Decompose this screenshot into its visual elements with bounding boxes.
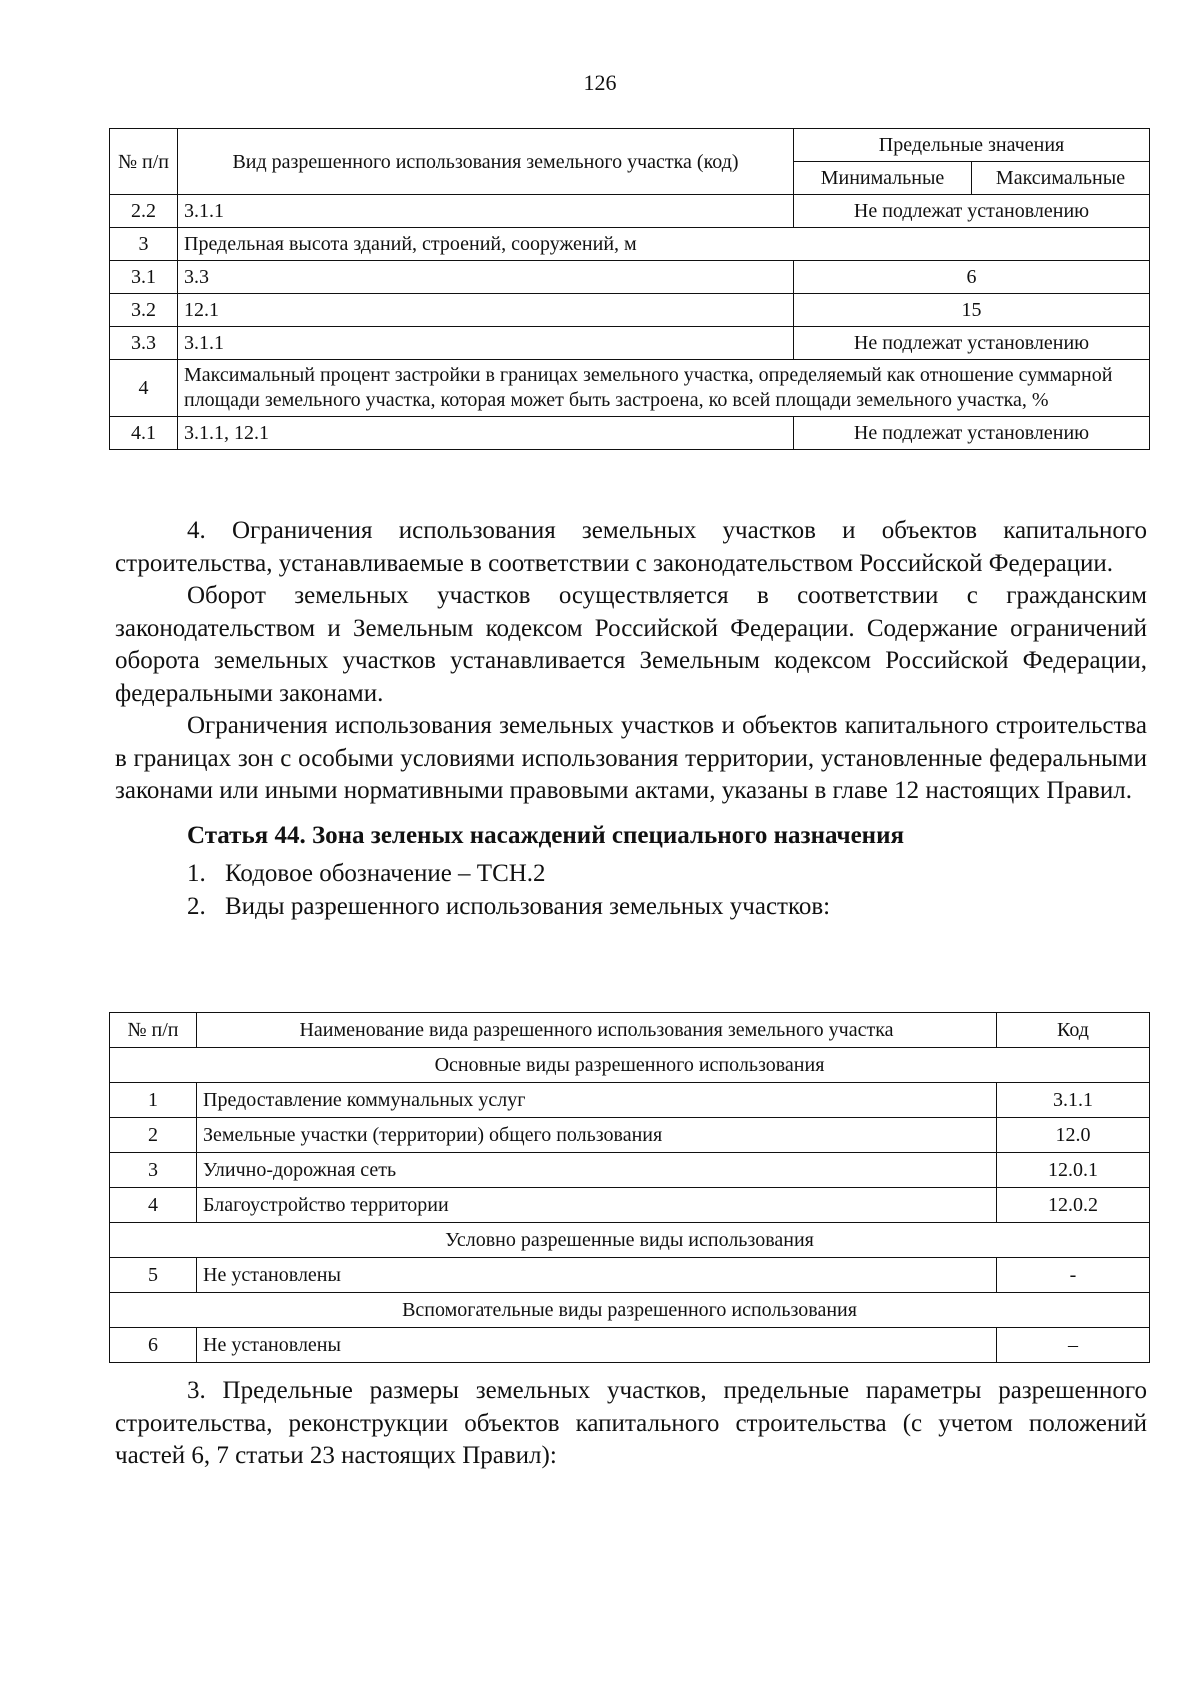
table-section-row <box>110 1223 1150 1258</box>
row-num: 5 <box>110 1258 197 1293</box>
row-name: Благоустройство территории <box>197 1188 997 1223</box>
row-value: 6 <box>794 261 1150 294</box>
row-num: 2 <box>110 1118 197 1153</box>
row-code: - <box>997 1258 1150 1293</box>
row-code: 12.0.2 <box>997 1188 1150 1223</box>
header-num: № п/п <box>110 1013 197 1048</box>
table-row <box>110 1083 1150 1118</box>
row-name: Улично-дорожная сеть <box>197 1153 997 1188</box>
table-header-row <box>110 129 1150 162</box>
paragraph-zones: Ограничения использования земельных участков и объектов капитального строительства в границах зон с особыми условиями использования территории, установленные федеральными законами или иными нормативными правовыми актами, указаны в главе 12 настоящих Правил. <box>115 712 1147 804</box>
row-num: 3.2 <box>110 294 178 327</box>
table-row <box>110 1328 1150 1363</box>
header-max: Максимальные <box>972 162 1150 195</box>
row-name: Предоставление коммунальных услуг <box>197 1083 997 1118</box>
paragraph-limits: 3. Предельные размеры земельных участков, предельные параметры разрешенного строительства, реконструкции объектов капитального строительства (с учетом положений частей 6, 7 статьи 23 настоящих Правил): <box>115 1377 1147 1469</box>
table-row <box>110 1153 1150 1188</box>
row-name: Не установлены <box>197 1258 997 1293</box>
section-main: Основные виды разрешенного использования <box>110 1048 1150 1083</box>
row-num: 3.3 <box>110 327 178 360</box>
row-code: 3.1.1, 12.1 <box>178 417 794 450</box>
header-code: Код <box>997 1013 1150 1048</box>
list-item-text: Виды разрешенного использования земельных участков: <box>225 892 831 920</box>
table-row <box>110 195 1150 228</box>
row-num: 3 <box>110 228 178 261</box>
list-item-text: Кодовое обозначение – ТСН.2 <box>225 860 546 887</box>
list-item-types <box>115 891 1147 924</box>
row-value: Не подлежат установлению <box>794 327 1150 360</box>
row-num: 2.2 <box>110 195 178 228</box>
paragraph-turnover: Оборот земельных участков осуществляется в соответствии с гражданским законодательством и Земельным кодексом Российской Федерации. Содержание ограничений оборота земельных участков устанавливается Земельным кодексом Российской Федерации, федеральными законами. <box>115 582 1147 707</box>
row-code: – <box>997 1328 1150 1363</box>
table-row <box>110 1188 1150 1223</box>
permitted-use-table <box>109 1012 1150 1363</box>
row-num: 3.1 <box>110 261 178 294</box>
limit-parameters-table <box>109 128 1150 450</box>
list-item-number: 2. <box>187 892 206 920</box>
row-code: 3.3 <box>178 261 794 294</box>
row-code: 3.1.1 <box>178 327 794 360</box>
header-limit-values: Предельные значения <box>794 129 1150 162</box>
table-section-row <box>110 1048 1150 1083</box>
row-section-title: Предельная высота зданий, строений, сооружений, м <box>178 228 1150 261</box>
table-row <box>110 1258 1150 1293</box>
row-num: 4 <box>110 360 178 417</box>
section-conditional: Условно разрешенные виды использования <box>110 1223 1150 1258</box>
article-heading: Статья 44. Зона зеленых насаждений специального назначения <box>187 821 905 849</box>
row-num: 4 <box>110 1188 197 1223</box>
row-num: 1 <box>110 1083 197 1118</box>
list-item-number: 1. <box>187 860 206 887</box>
table-row <box>110 327 1150 360</box>
body-text-upper <box>115 515 1147 923</box>
table-section-row <box>110 228 1150 261</box>
table-row <box>110 417 1150 450</box>
section-auxiliary: Вспомогательные виды разрешенного использования <box>110 1293 1150 1328</box>
list-item-code <box>115 858 1147 891</box>
row-name: Не установлены <box>197 1328 997 1363</box>
row-num: 3 <box>110 1153 197 1188</box>
row-name: Земельные участки (территории) общего пользования <box>197 1118 997 1153</box>
page-number: 126 <box>583 70 617 95</box>
row-value: Не подлежат установлению <box>794 417 1150 450</box>
table-section-row <box>110 360 1150 417</box>
row-code: 12.0 <box>997 1118 1150 1153</box>
table-section-row <box>110 1293 1150 1328</box>
row-value: Не подлежат установлению <box>794 195 1150 228</box>
row-num: 4.1 <box>110 417 178 450</box>
header-min: Минимальные <box>794 162 972 195</box>
row-value: 15 <box>794 294 1150 327</box>
body-text-lower <box>115 1375 1147 1473</box>
table-header-row <box>110 1013 1150 1048</box>
row-code: 12.0.1 <box>997 1153 1150 1188</box>
row-code: 3.1.1 <box>178 195 794 228</box>
header-name: Наименование вида разрешенного использования земельного участка <box>197 1013 997 1048</box>
table-row <box>110 1118 1150 1153</box>
header-num: № п/п <box>110 129 178 195</box>
row-code: 12.1 <box>178 294 794 327</box>
row-code: 3.1.1 <box>997 1083 1150 1118</box>
paragraph-restrictions: 4. Ограничения использования земельных участков и объектов капитального строительства, устанавливаемые в соответствии с законодательством Российской Федерации. <box>115 517 1147 577</box>
table-row <box>110 261 1150 294</box>
header-type: Вид разрешенного использования земельного участка (код) <box>178 129 794 195</box>
row-section-title: Максимальный процент застройки в границах земельного участка, определяемый как отношение суммарной площади земельного участка, которая может быть застроена, ко всей площади земельного участка, % <box>178 360 1150 417</box>
row-num: 6 <box>110 1328 197 1363</box>
table-row <box>110 294 1150 327</box>
